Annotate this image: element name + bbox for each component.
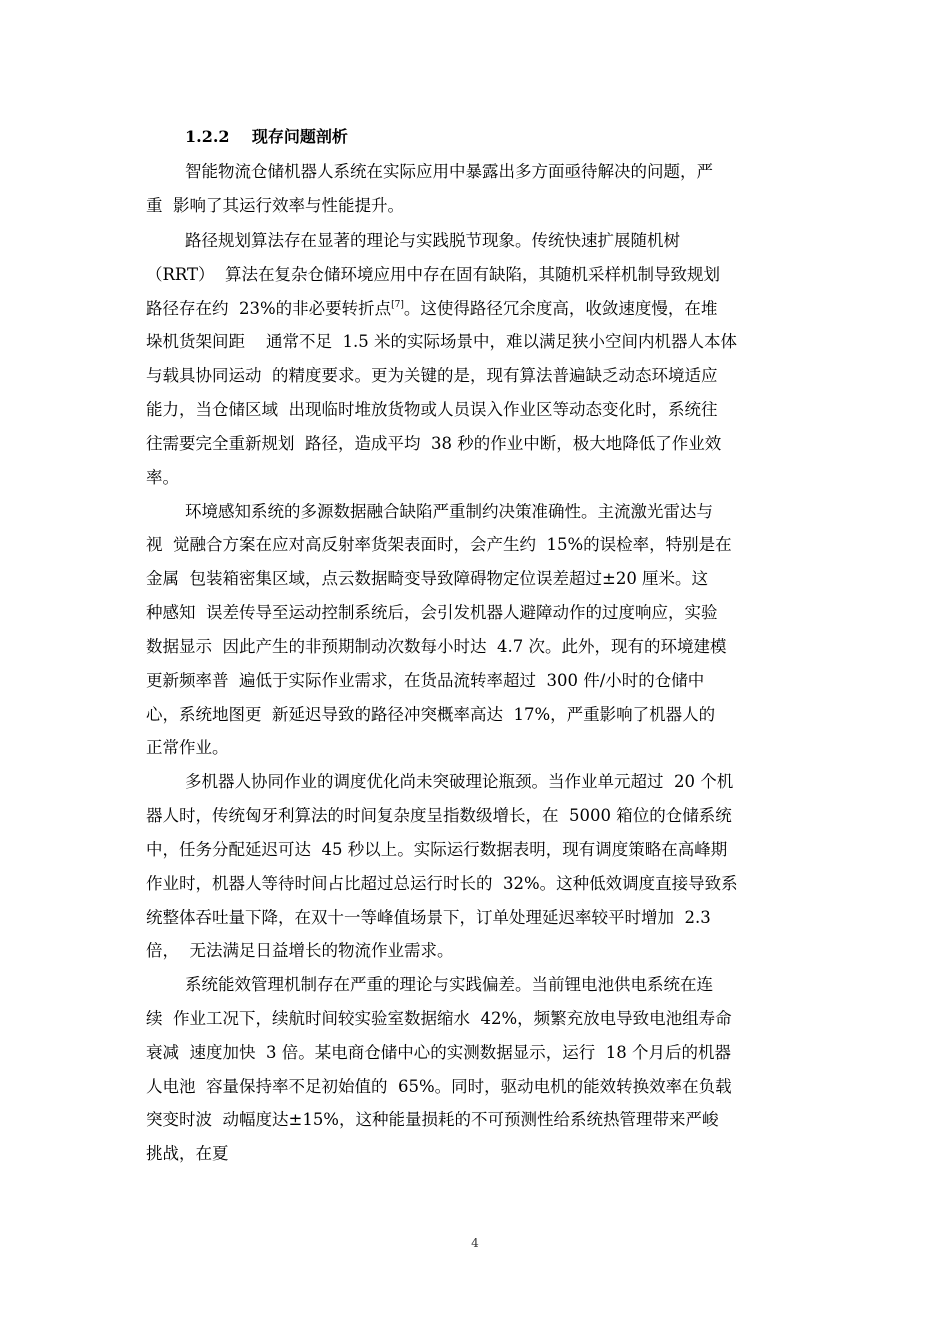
text-line: （RRT） 算法在复杂仓储环境应用中存在固有缺陷，其随机采样机制导致规划: [146, 265, 721, 284]
text-line: 挑战，在夏: [146, 1144, 229, 1163]
text-line: 作业时，机器人等待时间占比超过总运行时长的 32%。这种低效调度直接导致系: [146, 874, 738, 893]
text-line: 多机器人协同作业的调度优化尚未突破理论瓶颈。当作业单元超过 20 个机: [185, 772, 734, 791]
text-line: 衰减 速度加快 3 倍。某电商仓储中心的实测数据显示，运行 18 个月后的机器: [146, 1043, 731, 1062]
text-line: 续 作业工况下，续航时间较实验室数据缩水 42%，频繁充放电导致电池组寿命: [146, 1009, 732, 1028]
text-line: 视 觉融合方案在应对高反射率货架表面时，会产生约 15%的误检率，特别是在: [146, 535, 732, 554]
text-line: 垛机货架间距 通常不足 1.5 米的实际场景中，难以满足狭小空间内机器人本体: [146, 332, 737, 351]
text-line: 系统能效管理机制存在严重的理论与实践偏差。当前锂电池供电系统在连: [185, 975, 713, 994]
section-number: 1.2.2: [185, 127, 230, 146]
text-line: 心，系统地图更 新延迟导致的路径冲突概率高达 17%，严重影响了机器人的: [146, 705, 716, 724]
text-line: 金属 包装箱密集区域，点云数据畸变导致障碍物定位误差超过±20 厘米。这: [146, 569, 709, 588]
text-line: 种感知 误差传导至运动控制系统后，会引发机器人避障动作的过度响应，实验: [146, 603, 718, 622]
text-line: 路径规划算法存在显著的理论与实践脱节现象。传统快速扩展随机树: [185, 231, 680, 250]
text-line: 数据显示 因此产生的非预期制动次数每小时达 4.7 次。此外，现有的环境建模: [146, 637, 727, 656]
text-line: 率。: [146, 468, 179, 487]
section-title: 现存问题剖析: [251, 127, 348, 146]
text-line: 环境感知系统的多源数据融合缺陷严重制约决策准确性。主流激光雷达与: [185, 502, 713, 521]
text-line: 人电池 容量保持率不足初始值的 65%。同时，驱动电机的能效转换效率在负载: [146, 1077, 732, 1096]
section-heading: [185, 124, 348, 147]
text-line: 往需要完全重新规划 路径，造成平均 38 秒的作业中断，极大地降低了作业效: [146, 434, 722, 453]
text-line: 突变时波 动幅度达±15%，这种能量损耗的不可预测性给系统热管理带来严峻: [146, 1110, 719, 1129]
text-line: 智能物流仓储机器人系统在实际应用中暴露出多方面亟待解决的问题，严: [185, 162, 713, 181]
text-line: 更新频率普 遍低于实际作业需求，在货品流转率超过 300 件/小时的仓储中: [146, 671, 705, 690]
text-line: 与载具协同运动 的精度要求。更为关键的是，现有算法普遍缺乏动态环境适应: [146, 366, 718, 385]
text-line: 正常作业。: [146, 738, 229, 757]
text-line: 倍， 无法满足日益增长的物流作业需求。: [146, 941, 454, 960]
text-line: 重 影响了其运行效率与性能提升。: [146, 196, 404, 215]
citation-ref[interactable]: [7]: [391, 300, 404, 310]
text-line: 统整体吞吐量下降，在双十一等峰值场景下，订单处理延迟率较平时增加 2.3: [146, 908, 711, 927]
text-segment: 路径存在约 23%的非必要转折点: [146, 299, 392, 318]
page-number: 4: [471, 1236, 479, 1250]
text-line: 能力，当仓储区域 出现临时堆放货物或人员误入作业区等动态变化时，系统往: [146, 400, 718, 419]
text-line: 中，任务分配延迟可达 45 秒以上。实际运行数据表明，现有调度策略在高峰期: [146, 840, 728, 859]
text-line-with-citation: [146, 299, 717, 319]
text-segment: 。这使得路径冗余度高，收敛速度慢，在堆: [403, 299, 718, 318]
text-line: 器人时，传统匈牙利算法的时间复杂度呈指数级增长，在 5000 箱位的仓储系统: [146, 806, 732, 825]
